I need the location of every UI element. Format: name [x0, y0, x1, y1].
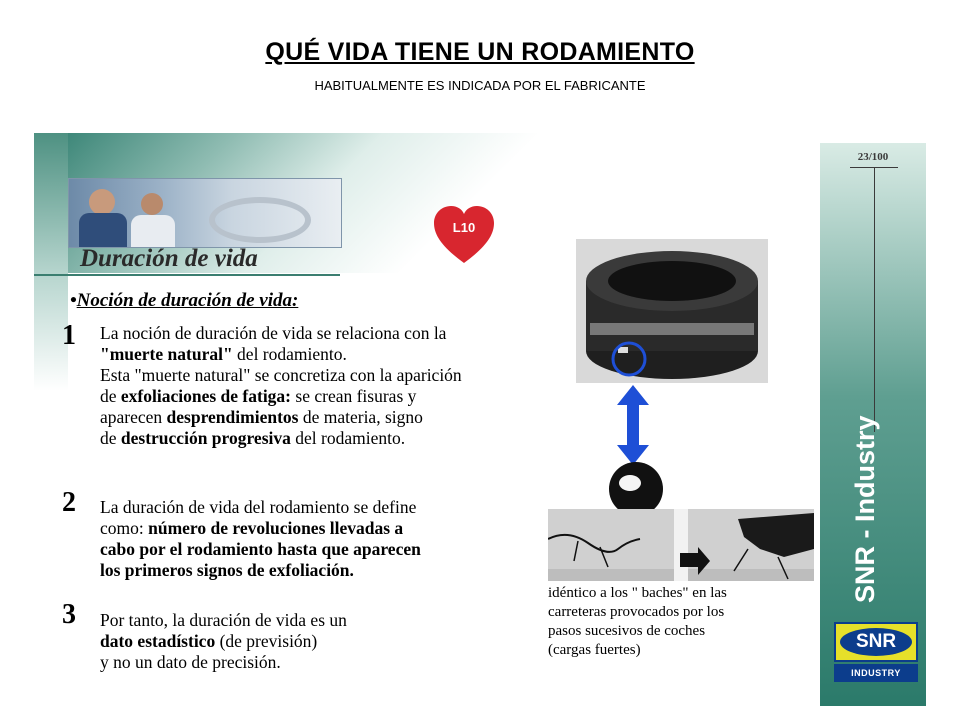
text-run: aparecen	[100, 407, 167, 427]
text-run: Esta "muerte natural" se concretiza con la aparición	[100, 365, 462, 385]
photo-person-body	[131, 215, 175, 247]
item-number: 1	[62, 320, 76, 351]
heart-icon	[432, 205, 496, 267]
text-run: de	[100, 428, 121, 448]
logo-text: SNR	[855, 631, 897, 652]
text-run: (de previsión)	[215, 631, 318, 651]
notion-heading: •Noción de duración de vida:	[70, 290, 299, 311]
page-number-vertical-rule	[874, 167, 875, 432]
double-arrow-icon	[616, 385, 650, 465]
section-divider	[34, 274, 340, 276]
text-run: como:	[100, 518, 149, 538]
snr-logo	[834, 622, 918, 684]
text-bold: los primeros signos de exfoliación.	[100, 560, 354, 580]
text-run: se crean fisuras y	[291, 386, 417, 406]
text-bold: desprendimientos	[166, 407, 299, 427]
text-line	[100, 560, 421, 581]
text-bold: exfoliaciones de fatiga:	[120, 386, 292, 406]
heart-badge-text: L10	[452, 220, 476, 235]
slide-image	[34, 133, 815, 706]
text-bold: destrucción progresiva	[120, 428, 291, 448]
text-line	[100, 365, 462, 386]
item-2-paragraph	[100, 497, 421, 581]
text-bold: "muerte natural"	[100, 344, 233, 364]
logo-subtitle-bar	[834, 664, 918, 682]
text-run: La duración de vida del rodamiento se define	[100, 497, 417, 517]
image-caption	[548, 584, 727, 660]
text-line	[100, 652, 347, 673]
text-line	[100, 610, 347, 631]
text-line	[100, 428, 462, 449]
notion-heading-text: Noción de duración de vida:	[76, 290, 299, 311]
page-title: QUÉ VIDA TIENE UN RODAMIENTO	[265, 38, 695, 66]
brand-side-panel	[820, 143, 926, 706]
text-run: de materia, signo	[298, 407, 423, 427]
item-1-paragraph	[100, 323, 462, 449]
text-line	[100, 631, 347, 652]
header-photo	[68, 178, 342, 248]
text-run: La noción de duración de vida se relaciona con la	[100, 323, 447, 343]
text-bold: dato estadístico	[100, 631, 216, 651]
crack-surface-photo	[548, 509, 814, 581]
item-number: 3	[62, 599, 76, 630]
photo-person-head	[89, 189, 115, 215]
text-line	[100, 386, 462, 407]
text-line	[100, 518, 421, 539]
photo-person-head	[141, 193, 163, 215]
logo-badge	[834, 622, 918, 662]
section-title: Duración de vida	[80, 245, 258, 272]
text-line	[100, 497, 421, 518]
logo-subtitle: INDUSTRY	[851, 668, 901, 678]
photo-person-body	[79, 213, 127, 247]
text-line	[100, 323, 462, 344]
text-run: de	[100, 386, 121, 406]
text-line	[100, 407, 462, 428]
caption-line: idéntico a los " baches" en las	[548, 585, 727, 601]
logo-oval	[840, 628, 912, 656]
text-bold: número de revoluciones llevadas a	[148, 518, 404, 538]
caption-line: pasos sucesivos de coches	[548, 623, 706, 639]
brand-vertical-text: SNR - Industry	[850, 415, 880, 603]
photo-bearing-ring	[209, 197, 311, 243]
text-line	[100, 344, 462, 365]
item-number: 2	[62, 487, 76, 518]
caption-line: (cargas fuertes)	[548, 642, 641, 658]
text-line	[100, 539, 421, 560]
text-run: y no un dato de precisión.	[100, 652, 281, 672]
text-run: Por tanto, la duración de vida es un	[100, 610, 347, 630]
text-run: del rodamiento.	[232, 344, 347, 364]
text-run: del rodamiento.	[290, 428, 406, 448]
page-subtitle: HABITUALMENTE ES INDICADA POR EL FABRICANTE	[314, 78, 646, 93]
text-bold: cabo por el rodamiento hasta que aparecen	[100, 539, 421, 559]
page-number: 23/100	[857, 151, 889, 163]
bearing-photo	[576, 239, 768, 383]
caption-line: carreteras provocados por los	[548, 604, 725, 620]
item-3-paragraph	[100, 610, 347, 673]
